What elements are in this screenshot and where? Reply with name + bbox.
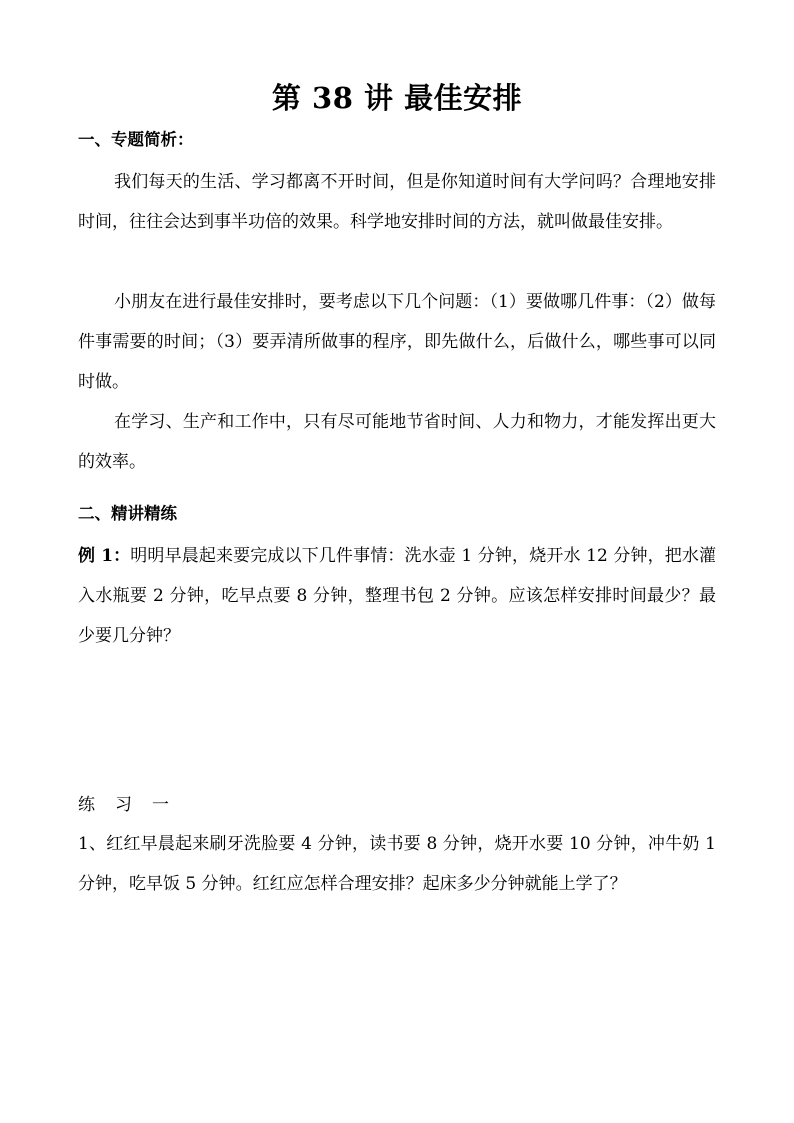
page-title: 第 38 讲 最佳安排 [271, 81, 523, 115]
example-1 [78, 536, 716, 656]
section-heading-analysis: 一、专题简析： [78, 130, 194, 149]
example-1-text: 明明早晨起来要完成以下几件事情：洗水壶 1 分钟，烧开水 12 分钟，把水灌入水瓶要 2 分钟，吃早点要 8 分钟，整理书包 2 分钟。应该怎样安排时间最少？最少要几分钟？ [78, 546, 716, 646]
paragraph-considerations: 小朋友在进行最佳安排时，要考虑以下几个问题：（1）要做哪几件事：（2）做每件事需要的时间；（3）要弄清所做事的程序，即先做什么，后做什么，哪些事可以同时做。 [78, 292, 716, 392]
exercise-heading: 练习一 [78, 795, 189, 815]
exercise-question-1: 1、红红早晨起来刷牙洗脸要 4 分钟，读书要 8 分钟，烧开水要 10 分钟，冲牛奶 1 分钟，吃早饭 5 分钟。红红应怎样合理安排？起床多少分钟就能上学了？ [78, 834, 716, 894]
example-1-label: 例 1： [78, 546, 131, 566]
section-heading-practice: 二、精讲精练 [78, 504, 177, 523]
paragraph-efficiency: 在学习、生产和工作中，只有尽可能地节省时间、人力和物力，才能发挥出更大的效率。 [78, 412, 716, 472]
paragraph-intro: 我们每天的生活、学习都离不开时间，但是你知道时间有大学问吗？合理地安排时间，往往会达到事半功倍的效果。科学地安排时间的方法，就叫做最佳安排。 [78, 172, 716, 232]
